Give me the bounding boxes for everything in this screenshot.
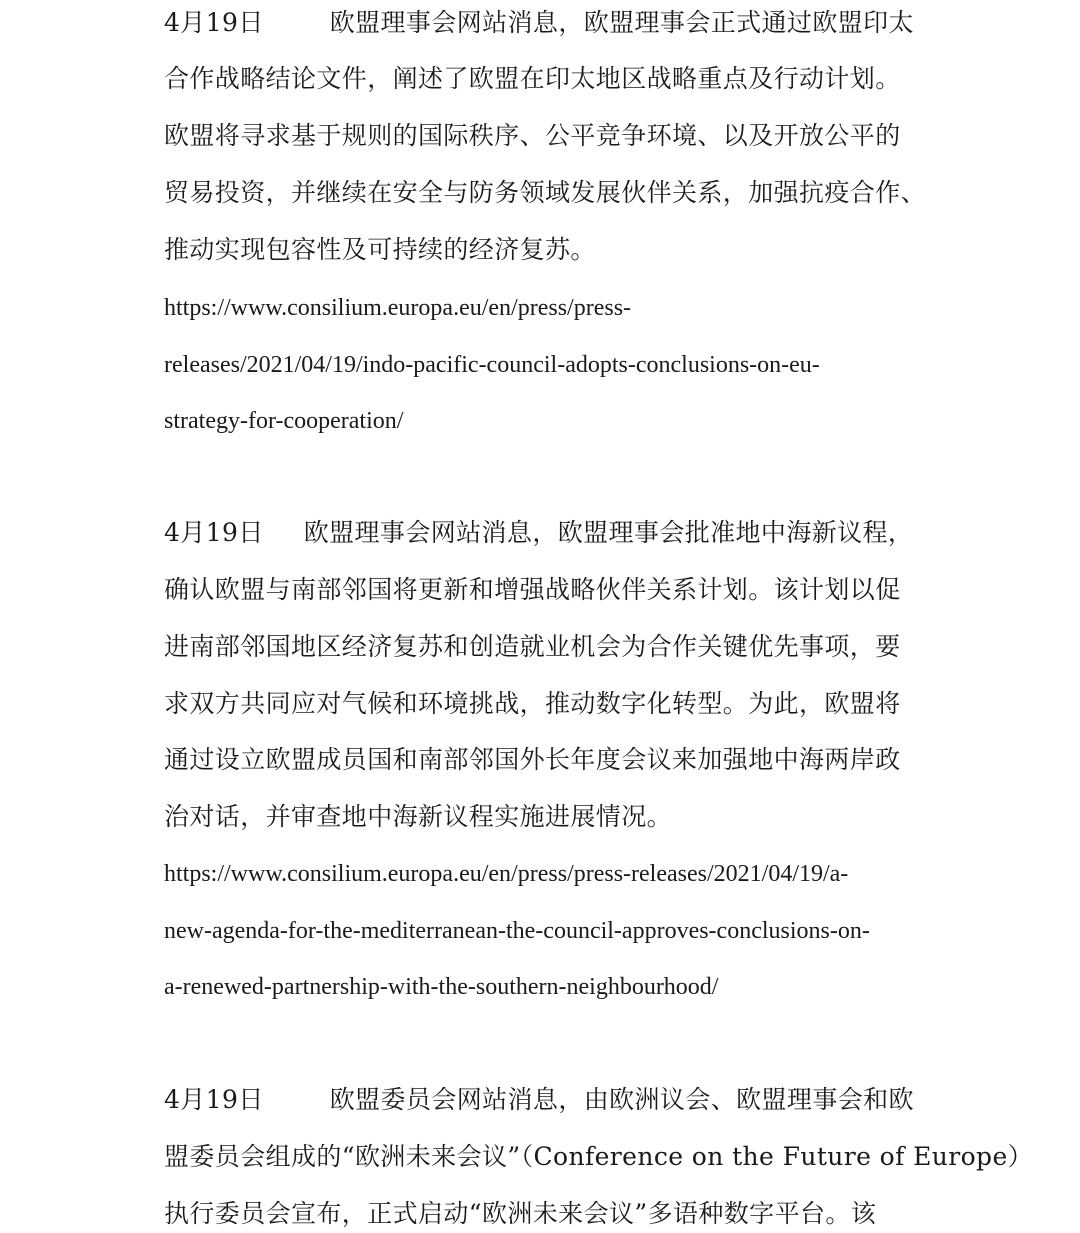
entry-2-text-line: 通过设立欧盟成员国和南部邻国外长年度会议来加强地中海两岸政 xyxy=(164,745,901,774)
entry-2-text-line: 确认欧盟与南部邻国将更新和增强战略伙伴关系计划。该计划以促 xyxy=(164,575,901,604)
entry-1-text-line: 贸易投资，并继续在安全与防务领域发展伙伴关系，加强抗疫合作、 xyxy=(164,178,927,207)
entry-1-url-line[interactable]: https://www.consilium.europa.eu/en/press/press- xyxy=(164,295,632,321)
entry-2-line-1 xyxy=(164,518,913,548)
entry-2-text-line: 进南部邻国地区经济复苏和创造就业机会为合作关键优先事项，要 xyxy=(164,632,901,661)
entry-2-text-line: 治对话，并审查地中海新议程实施进展情况。 xyxy=(164,802,673,831)
entry-2-url-line[interactable]: a-renewed-partnership-with-the-southern-neighbourhood/ xyxy=(164,974,719,1000)
entry-1-line-1 xyxy=(164,8,914,38)
entry-1-url-line[interactable]: strategy-for-cooperation/ xyxy=(164,408,404,434)
entry-3-text-line: 盟委员会组成的“欧洲未来会议”（Conference on the Future of Europe） xyxy=(164,1142,1034,1171)
entry-1-text-line: 推动实现包容性及可持续的经济复苏。 xyxy=(164,235,596,264)
entry-2-text-line: 欧盟理事会网站消息，欧盟理事会批准地中海新议程， xyxy=(303,518,914,547)
entry-1-url-line[interactable]: releases/2021/04/19/indo-pacific-council-adopts-conclusions-on-eu- xyxy=(164,352,820,378)
entry-date: 4月19日 xyxy=(164,8,264,37)
entry-date: 4月19日 xyxy=(164,518,264,547)
entry-3-text-line: 欧盟委员会网站消息，由欧洲议会、欧盟理事会和欧 xyxy=(329,1085,914,1114)
entry-3-line-1 xyxy=(164,1085,914,1115)
entry-2-url-line[interactable]: new-agenda-for-the-mediterranean-the-council-approves-conclusions-on- xyxy=(164,918,870,944)
entry-3-text-line: 执行委员会宣布，正式启动“欧洲未来会议”多语种数字平台。该 xyxy=(164,1199,877,1228)
entry-1-text-line: 欧盟理事会网站消息，欧盟理事会正式通过欧盟印太 xyxy=(329,8,914,37)
entry-2-url-line[interactable]: https://www.consilium.europa.eu/en/press/press-releases/2021/04/19/a- xyxy=(164,861,849,887)
entry-1-text-line: 欧盟将寻求基于规则的国际秩序、公平竞争环境、以及开放公平的 xyxy=(164,121,901,150)
entry-date: 4月19日 xyxy=(164,1085,264,1114)
entry-1-text-line: 合作战略结论文件，阐述了欧盟在印太地区战略重点及行动计划。 xyxy=(164,64,901,93)
entry-2-text-line: 求双方共同应对气候和环境挑战，推动数字化转型。为此，欧盟将 xyxy=(164,689,901,718)
